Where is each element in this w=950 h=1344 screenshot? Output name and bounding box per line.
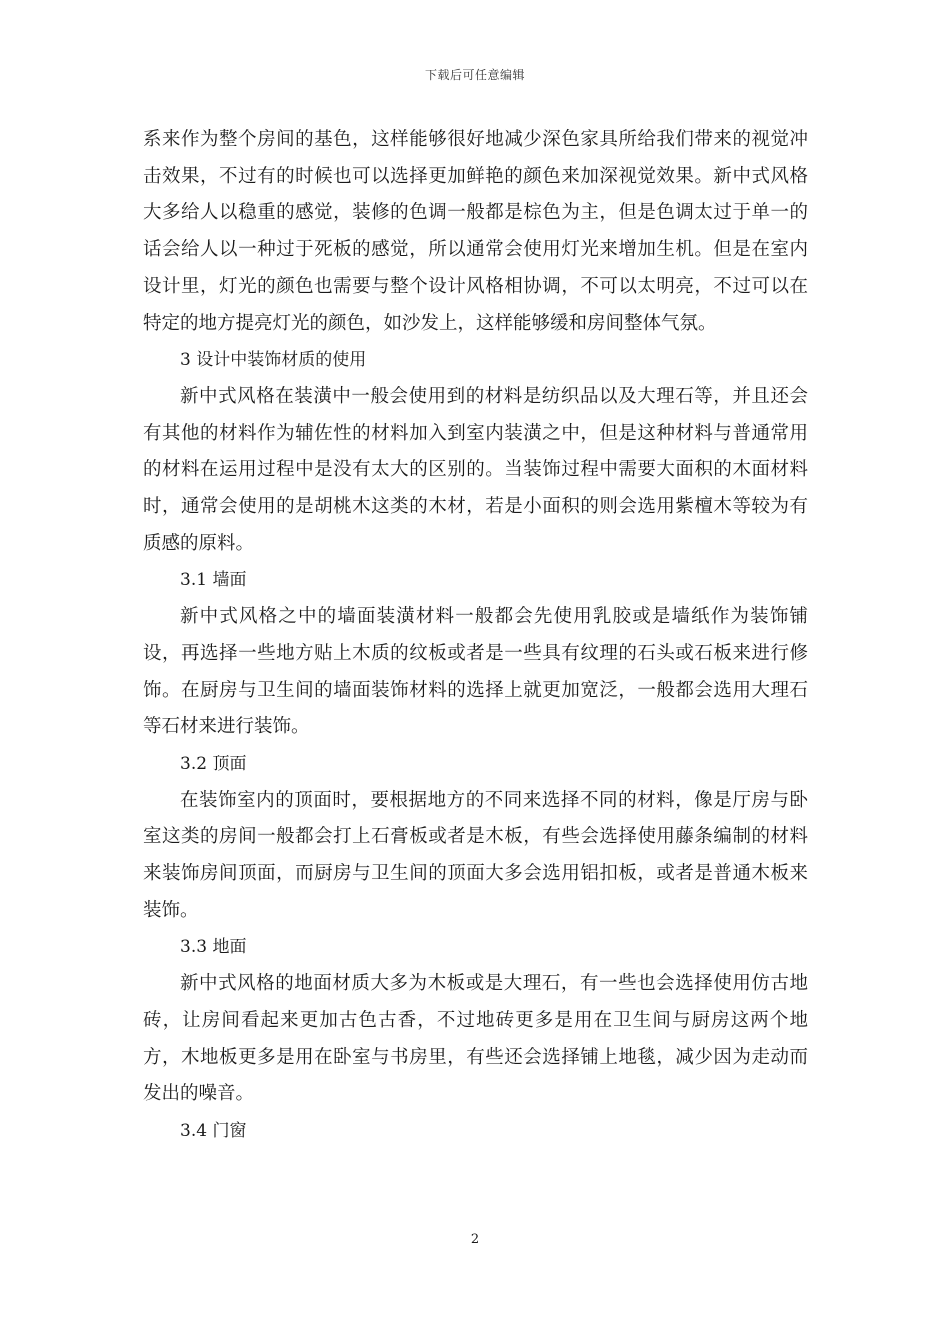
page-header: 下载后可任意编辑 (424, 68, 525, 82)
section-heading-3-2: 3.2 顶面 (180, 753, 247, 774)
section-heading-3: 3 设计中装饰材质的使用 (180, 350, 367, 371)
section-heading-3-4: 3.4 门窗 (180, 1120, 247, 1141)
paragraph-ceiling: 在装饰室内的顶面时，要根据地方的不同来选择不同的材料，像是厅房与卧室这类的房间一般都会打上石膏板或者是木板，有些会选择使用藤条编制的材料来装饰房间顶面，而厨房与卫生间的顶面大多会选用铝扣板，或者是普通木板来装饰。 (143, 789, 808, 921)
paragraph-materials: 新中式风格在装潢中一般会使用到的材料是纺织品以及大理石等，并且还会有其他的材料作为辅佐性的材料加入到室内装潢之中，但是这种材料与普通常用的材料在运用过程中是没有太大的区别的。当装饰过程中需要大面积的木面材料时，通常会使用的是胡桃木这类的木材，若是小面积的则会选用紫檀木等较为有质感的原料。 (143, 385, 808, 554)
paragraph-walls: 新中式风格之中的墙面装潢材料一般都会先使用乳胶或是墙纸作为装饰铺设，再选择一些地方贴上木质的纹板或者是一些具有纹理的石头或石板来进行修饰。在厨房与卫生间的墙面装饰材料的选择上就更加宽泛，一般都会选用大理石等石材来进行装饰。 (143, 606, 808, 738)
paragraph-floor: 新中式风格的地面材质大多为木板或是大理石，有一些也会选择使用仿古地砖，让房间看起来更加古色古香，不过地砖更多是用在卫生间与厨房这两个地方，木地板更多是用在卧室与书房里，有些还会选择铺上地毯，减少因为走动而发出的噪音。 (143, 973, 808, 1105)
section-heading-3-3: 3.3 地面 (180, 937, 247, 958)
paragraph-color-lighting: 系来作为整个房间的基色，这样能够很好地减少深色家具所给我们带来的视觉冲击效果，不过有的时候也可以选择更加鲜艳的颜色来加深视觉效果。新中式风格大多给人以稳重的感觉，装修的色调一般都是棕色为主，但是色调太过于单一的话会给人以一种过于死板的感觉，所以通常会使用灯光来增加生机。但是在室内设计里，灯光的颜色也需要与整个设计风格相协调，不可以太明亮，不过可以在特定的地方提亮灯光的颜色，如沙发上，这样能够缓和房间整体气氛。 (143, 129, 808, 334)
section-heading-3-1: 3.1 墙面 (180, 570, 247, 591)
page-number: 2 (470, 1232, 480, 1247)
document-body (143, 122, 808, 1150)
